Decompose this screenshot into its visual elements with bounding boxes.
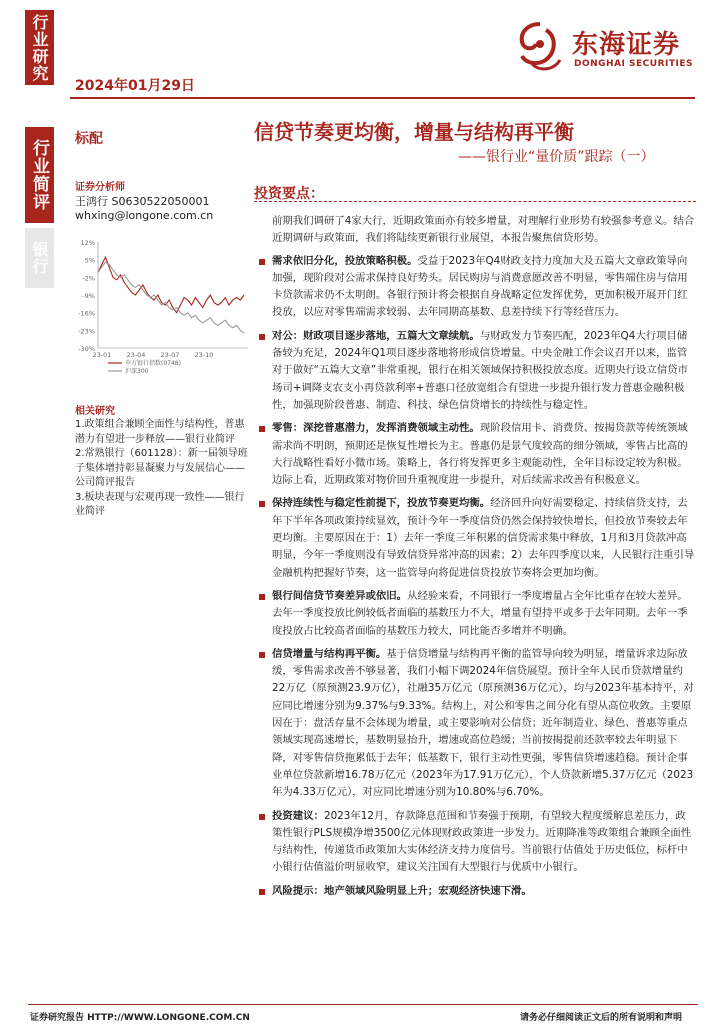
chart-x-tick-label: 23-10 xyxy=(194,351,214,359)
bullet-lead: 投资建议： xyxy=(272,809,324,822)
bullet-pace xyxy=(258,495,696,581)
report-date: 2024年01月29日 xyxy=(75,78,195,94)
bullet-square-icon xyxy=(259,501,265,507)
side-tab-bank: 银行 xyxy=(25,228,54,288)
logo-mark-icon xyxy=(510,20,570,78)
footer-divider xyxy=(28,1004,698,1005)
bullet-interbank xyxy=(258,588,696,640)
bullet-lead: 风险提示： xyxy=(272,884,324,897)
logo-text-en: DONGHAI SECURITIES xyxy=(574,59,693,69)
bullet-lead: 零售：深挖普惠潜力，发挥消费领域主动性。 xyxy=(272,422,480,435)
chart-y-tick-label: 12% xyxy=(80,239,95,247)
footer-website[interactable]: 证券研究报告 HTTP://WWW.LONGONE.COM.CN xyxy=(30,1013,250,1023)
analyst-email: whxing@longone.com.cn xyxy=(75,209,214,222)
logo-text-cn: 东海证券 xyxy=(572,30,681,60)
bullet-square-icon xyxy=(259,889,265,895)
bullet-rebalance xyxy=(258,646,696,802)
related-item[interactable]: 1.政策组合兼顾全面性与结构性，普惠潜力有望进一步释放——银行业简评 xyxy=(75,419,245,445)
bullet-square-icon xyxy=(259,334,265,340)
bullet-text: 受益于2023年Q4财政支持力度加大及五篇大文章政策导向加强，现阶段对公需求保持良好势头。居民购房与消费意愿改善不明显，零售端住房与信用卡贷款需求仍不太明朗。各银行预计将会根据自身战略定位发挥优势，更加积极开展开门红投放，以应对零售端需求较弱、去年同期高基数、息差持续下行等经营压力。 xyxy=(272,254,688,319)
chart-y-tick-label: -2% xyxy=(82,274,95,283)
bullet-square-icon xyxy=(259,259,265,265)
analyst-name: 王鸿行 S0630522050001 xyxy=(75,195,210,208)
bullet-text: 2023年12月，存款降息范围和节奏强于预期，有望较大程度缓解息差压力，政策性银行PLS规模净增3500亿元体现财政政策进一步发力。近期降准等政策组合兼顾全面性与结构性，传递货币政策加大实体经济支持力度信号。当前银行估值处于历史低位，标杆中小银行估值溢价明显收窄，建议关注国有大型银行与优质中小银行。 xyxy=(272,809,692,874)
chart-series-line-1 xyxy=(98,262,244,333)
bullet-text: 与财政发力节奏匹配，2023年Q4大行项目储备较为充足，2024年Q1项目逐步落地将形成信贷增量。中央金融工作会议召开以来，监管对于做好“五篇大文章”非常重视，银行在相关领域保持积极投放态度。近期央行设立信贷市场司+调降支农支小再贷款利率+普惠口径放宽组合有望进一步提升银行发力普惠金融积极性，加强现阶段普惠、制造、科技、绿色信贷增长的持续性与稳定性。 xyxy=(272,329,688,411)
bullet-advice xyxy=(258,808,696,877)
bullet-text: 现阶段信用卡、消费贷、按揭贷款等传统领域需求尚不明朗，预期还是恢复性增长为主。普惠仍是景气度较高的细分领域，零售占比高的大行战略性看好小微市场。策略上，各行将发挥更多主观能动性，全年目标设定较为积极。边际上看，近期政策对物价回升重视度进一步提升，对后续需求改善有积极意义。 xyxy=(272,422,688,487)
performance-chart xyxy=(68,236,253,376)
industry-rating: 标配 xyxy=(75,131,103,147)
header-divider xyxy=(70,97,695,99)
report-subtitle: ——银行业“量价质”跟踪（一） xyxy=(458,149,655,165)
chart-y-tick-label: -30% xyxy=(78,345,95,353)
bullet-text: 基于信贷增量与结构再平衡的监管导向较为明显，增量诉求边际放缓，零售需求改善不够显著，我们小幅下调2024年信贷展望。预计全年人民币贷款增量约22万亿（原预测23.9万亿），社融35万亿元（原预测36万亿元），均与2023年基本持平，对应同比增速分别为9.37%与9.33%。结构上，对公和零售之间分化有望从高位收敛。主要原因在于：盘活存量不会体现为增量，或主要影响对公信贷；近年制造业、绿色、普惠等重点领域实现高速增长，基数明显抬升，增速或高位趋缓；当前按揭提前还款率较去年明显下降，对零售信贷拖累低于去年；低基数下，银行主动性更强，零售信贷增速趋稳。预计企事业单位贷款新增16.78万亿元（2023年为17.91万亿元），个人贷款新增5.37万亿元（2023年为4.33万亿元），对应同比增速分别为10.80%与6.70%。 xyxy=(272,647,694,799)
related-research-list xyxy=(75,418,253,520)
chart-x-tick-label: 23-04 xyxy=(126,351,146,359)
chart-y-tick-label: -16% xyxy=(78,309,95,318)
chart-x-tick-label: 23-01 xyxy=(92,351,112,359)
bullet-square-icon xyxy=(259,594,265,600)
bullet-retail xyxy=(258,420,696,489)
chart-y-tick-label: -23% xyxy=(78,327,95,336)
bullet-text: 经济回升向好需要稳定、持续信贷支持，去年下半年各项政策持续显效，预计今年一季度信贷仍然会保持较快增长，但投放节奏较去年更均衡。主要原因在于：1）去年一季度三年积累的信贷需求集中释放，1月和3月贷款冲高明显，今年一季度则没有导致信贷异常冲高的因素；2）去年四季度以来，人民银行注重引导金融机构把握好节奏，这一监管导向将促进信贷投放节奏将会更加均衡。 xyxy=(272,497,695,579)
related-item[interactable]: 2.常熟银行（601128）：新一届领导班子集体增持彰显凝聚力与发展信心——公司简评报告 xyxy=(75,448,248,488)
bullet-lead: 银行间信贷节奏差异或依旧。 xyxy=(272,589,408,602)
investment-points-header: 投资要点： xyxy=(254,186,324,202)
chart-legend-label: 沪深300 xyxy=(125,368,149,375)
related-research-header: 相关研究 xyxy=(75,406,115,417)
bullet-lead: 保持连续性与稳定性前提下，投放节奏更均衡。 xyxy=(272,497,491,510)
chart-y-tick-label: 5% xyxy=(84,256,95,265)
intro-paragraph: 前期我们调研了4家大行，近期政策面亦有较多增量，对理解行业形势有较强参考意义。结合近期调研与政策面，我们将陆续更新银行业展望，本报告聚焦信贷形势。 xyxy=(272,215,695,245)
analyst-header: 证券分析师 xyxy=(75,182,125,193)
bullet-lead: 需求依旧分化，投放策略积极。 xyxy=(272,254,418,267)
bullet-square-icon xyxy=(259,426,265,432)
chart-series-line-0 xyxy=(98,257,244,313)
report-title: 信贷节奏更均衡，增量与结构再平衡 xyxy=(254,120,574,144)
side-tab-industry-brief: 行业简评 xyxy=(25,127,54,223)
bullet-square-icon xyxy=(259,652,265,658)
chart-legend-label: 申万银行指数(0748) xyxy=(125,360,181,367)
side-tab-industry-research: 行业研究 xyxy=(25,10,54,85)
chart-x-tick-label: 23-07 xyxy=(160,351,180,359)
bullet-demand xyxy=(258,253,696,322)
bullet-text: 从经验来看，不同银行一季度增量占全年比重存在较大差异。去年一季度投放比例较低者面临的基数压力不大，增量有望持平或多于去年同期。去年一季度投放占比较高者面临的基数压力较大，同比能否多增并不明确。 xyxy=(272,589,688,637)
footer-disclaimer: 请务必仔细阅读正文后的所有说明和声明 xyxy=(520,1013,683,1023)
company-logo xyxy=(510,20,700,80)
bullet-corporate xyxy=(258,328,696,414)
bullet-lead: 信贷增量与结构再平衡。 xyxy=(272,647,387,660)
bullet-square-icon xyxy=(259,814,265,820)
related-item[interactable]: 3.板块表现与宏观再现一致性——银行业简评 xyxy=(75,491,245,517)
bullet-risk xyxy=(258,883,696,900)
chart-y-tick-label: -9% xyxy=(82,292,95,300)
bullet-text: 地产领域风险明显上升；宏观经济快速下滑。 xyxy=(323,884,532,897)
bullet-lead: 对公：财政项目逐步落地，五篇大文章续航。 xyxy=(272,329,480,342)
investment-points-divider xyxy=(254,201,696,202)
investment-points-body xyxy=(258,213,696,906)
